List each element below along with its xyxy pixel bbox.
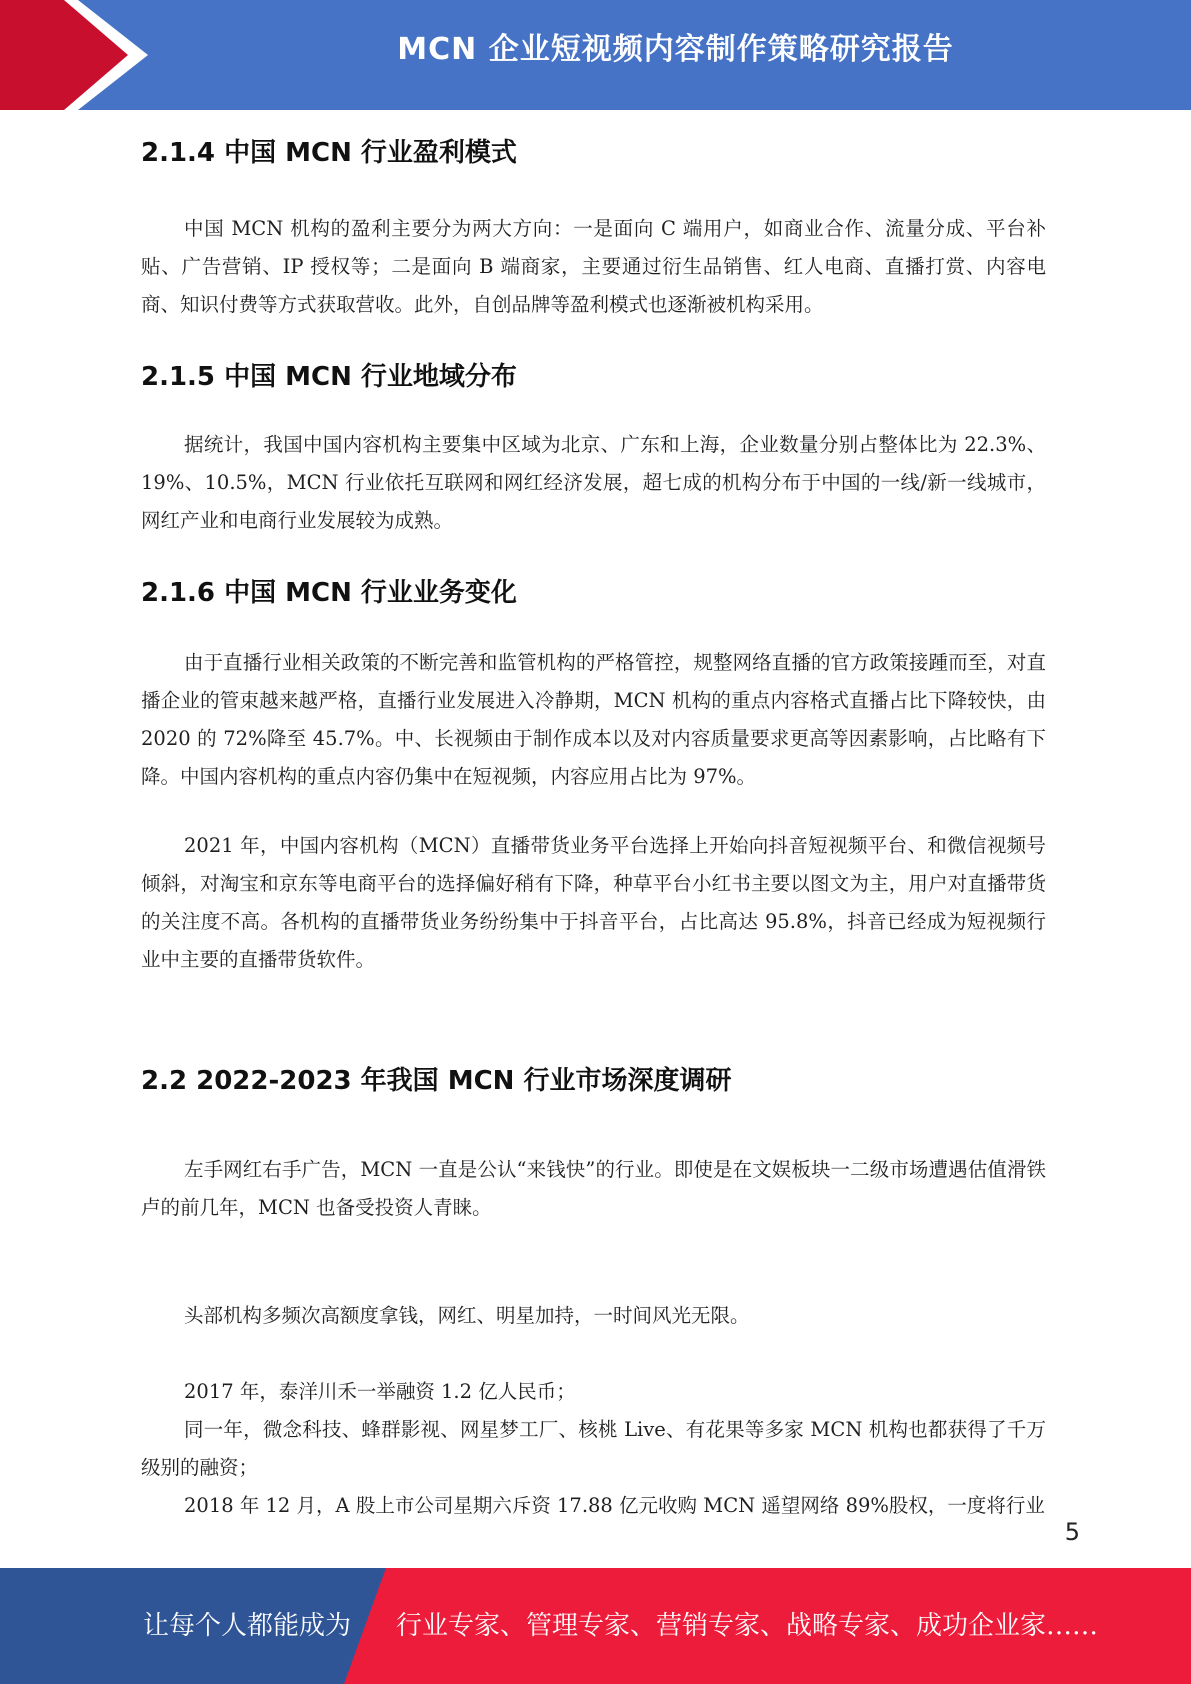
paragraph: 左手网红右手广告，MCN 一直是公认“来钱快”的行业。即使是在文娱板块一二级市场遭遇估值滑铁卢的前几年，MCN 也备受投资人青睐。 <box>141 1158 1046 1219</box>
footer-slogan-right: 行业专家、管理专家、营销专家、战略专家、成功企业家…… <box>396 1611 1099 1641</box>
paragraph: 由于直播行业相关政策的不断完善和监管机构的严格管控，规整网络直播的官方政策接踵而至，对直播企业的管束越来越严格，直播行业发展进入冷静期，MCN 机构的重点内容格式直播占比下降较快，由 2020 的 72%降至 45.7%。中、长视频由于制作成本以及对内容质量要求更高等因素影响，占比略有下降。中国内容机构的重点内容仍集中在短视频，内容应用占比为 97%。 <box>141 651 1046 788</box>
paragraph: 2021 年，中国内容机构（MCN）直播带货业务平台选择上开始向抖音短视频平台、和微信视频号倾斜，对淘宝和京东等电商平台的选择偏好稍有下降，种草平台小红书主要以图文为主，用户对直播带货的关注度不高。各机构的直播带货业务纷纷集中于抖音平台，占比高达 95.8%，抖音已经成为短视频行业中主要的直播带货软件。 <box>141 834 1046 971</box>
paragraph: 头部机构多频次高额度拿钱，网红、明星加持，一时间风光无限。 <box>184 1304 750 1327</box>
paragraph: 2018 年 12 月，A 股上市公司星期六斥资 17.88 亿元收购 MCN 遥望网络 89%股权，一度将行业 <box>184 1494 1045 1517</box>
section-heading-2-1-6: 2.1.6 中国 MCN 行业业务变化 <box>141 578 517 608</box>
paragraph: 同一年，微念科技、蜂群影视、网星梦工厂、核桃 Live、有花果等多家 MCN 机构也都获得了千万级别的融资； <box>141 1418 1046 1479</box>
paragraph: 据统计，我国中国内容机构主要集中区域为北京、广东和上海，企业数量分别占整体比为 22.3%、19%、10.5%，MCN 行业依托互联网和网红经济发展，超七成的机构分布于中国的一线/新一线城市，网红产业和电商行业发展较为成熟。 <box>141 433 1046 532</box>
footer-banner <box>0 1568 1191 1684</box>
page-number: 5 <box>1064 1518 1080 1546</box>
paragraph: 2017 年，泰洋川禾一举融资 1.2 亿人民币； <box>184 1380 576 1403</box>
paragraph: 中国 MCN 机构的盈利主要分为两大方向：一是面向 C 端用户，如商业合作、流量分成、平台补贴、广告营销、IP 授权等；二是面向 B 端商家，主要通过衍生品销售、红人电商、直播打赏、内容电商、知识付费等方式获取营收。此外，自创品牌等盈利模式也逐渐被机构采用。 <box>141 217 1046 316</box>
header-chevron-graphic <box>0 0 160 110</box>
header-banner <box>0 0 1191 110</box>
section-heading-2-1-4: 2.1.4 中国 MCN 行业盈利模式 <box>141 138 517 168</box>
section-heading-2-2: 2.2 2022-2023 年我国 MCN 行业市场深度调研 <box>141 1066 732 1096</box>
section-heading-2-1-5: 2.1.5 中国 MCN 行业地域分布 <box>141 362 517 392</box>
footer-slogan-left: 让每个人都能成为 <box>143 1611 352 1641</box>
report-title: MCN 企业短视频内容制作策略研究报告 <box>397 32 954 67</box>
